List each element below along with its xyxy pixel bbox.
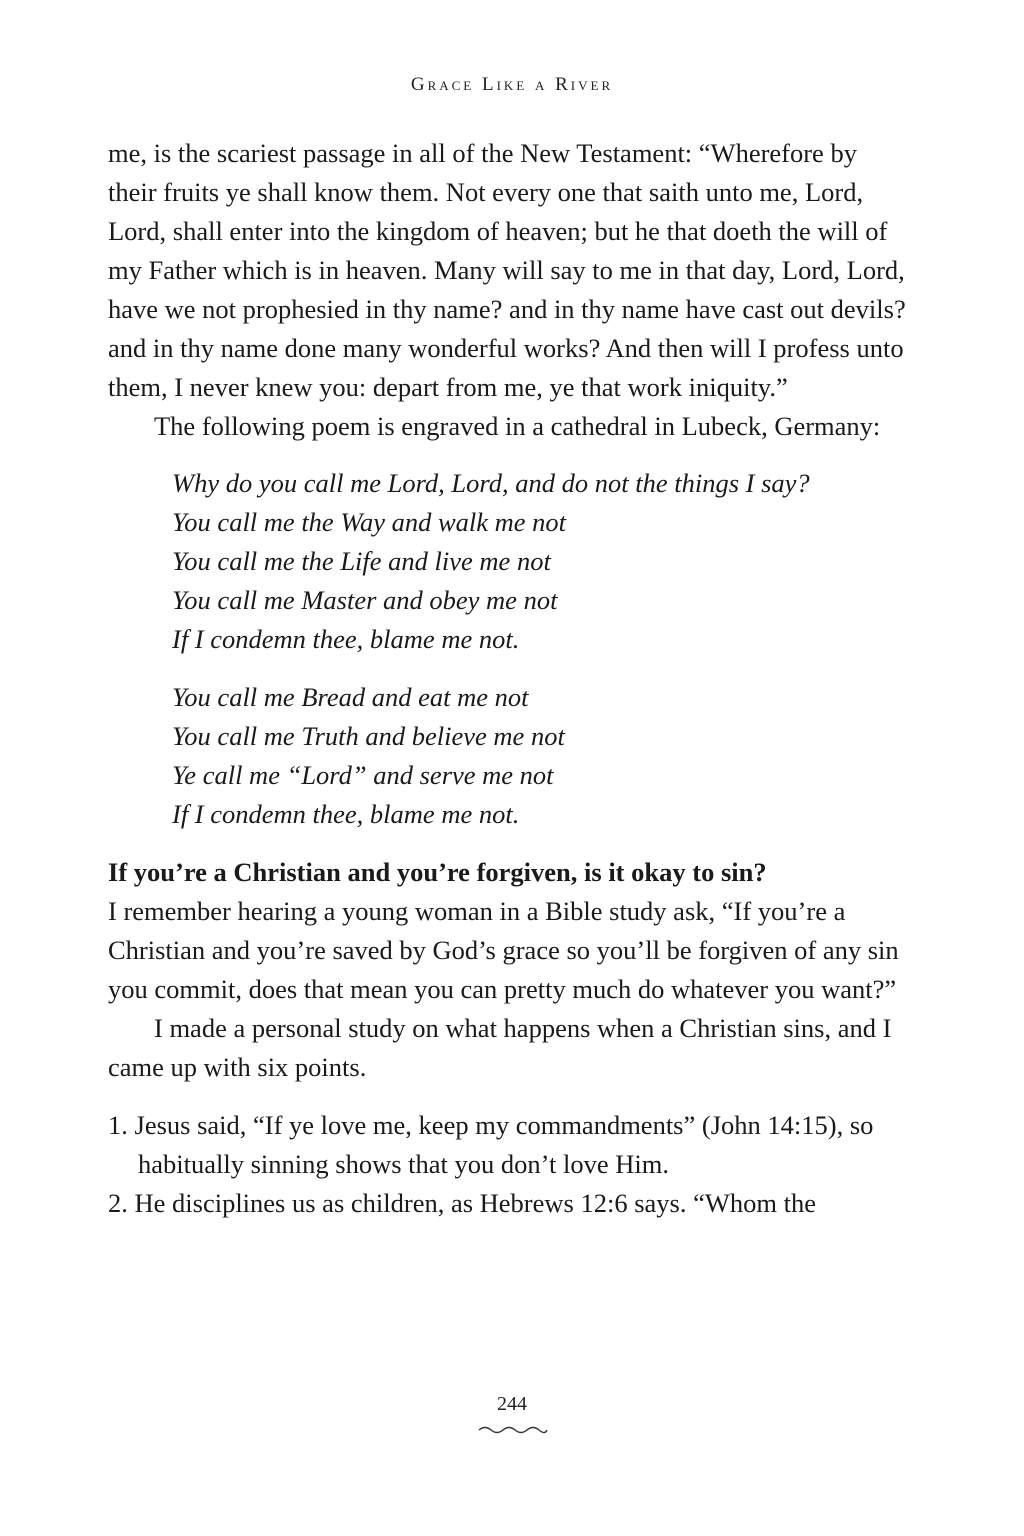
- wave-ornament-icon: [477, 1424, 549, 1436]
- poem-line: Ye call me “Lord” and serve me not: [172, 760, 554, 790]
- poem-line: You call me the Life and live me not: [172, 546, 551, 576]
- poem: [172, 464, 908, 834]
- list-item: 1. Jesus said, “If ye love me, keep my commandments” (John 14:15), so habitually sinning shows that you don’t love Him.: [108, 1110, 874, 1179]
- paragraph-personal-study: I made a personal study on what happens when a Christian sins, and I came up with six points.: [108, 1013, 892, 1082]
- poem-stanza-1: [172, 464, 908, 659]
- paragraph-scripture-quote: me, is the scariest passage in all of the New Testament: “Wherefore by their fruits ye shall know them. Not every one that saith unto me, Lord, Lord, shall enter into the kingdom of heaven; but he that doeth the will of my Father which is in heaven. Many will say to me in that day, Lord, Lord, have we not prophesied in thy name? and in thy name have cast out devils? and in thy name done many wonderful works? And then will I profess unto them, I never knew you: depart from me, ye that work iniquity.”: [108, 138, 906, 402]
- section-heading: If you’re a Christian and you’re forgiven, is it okay to sin?: [108, 857, 767, 887]
- poem-line: You call me the Way and walk me not: [172, 507, 567, 537]
- poem-line: You call me Bread and eat me not: [172, 682, 529, 712]
- running-head: Grace Like a River: [410, 74, 614, 95]
- poem-line: If I condemn thee, blame me not.: [172, 799, 520, 829]
- paragraph-poem-intro: The following poem is engraved in a cathedral in Lubeck, Germany:: [154, 411, 881, 441]
- poem-line: You call me Master and obey me not: [172, 585, 558, 615]
- poem-line: If I condemn thee, blame me not.: [172, 624, 520, 654]
- poem-stanza-2: [172, 678, 908, 834]
- page-number: 244: [497, 1393, 527, 1415]
- poem-line: Why do you call me Lord, Lord, and do not the things I say?: [172, 468, 810, 498]
- body-text: [108, 134, 908, 1223]
- points-list: [108, 1106, 908, 1223]
- paragraph-bible-study: I remember hearing a young woman in a Bible study ask, “If you’re a Christian and you’re saved by God’s grace so you’ll be forgiven of any sin you commit, does that mean you can pretty much do whatever you want?”: [108, 896, 899, 1004]
- poem-line: You call me Truth and believe me not: [172, 721, 565, 751]
- list-item: 2. He disciplines us as children, as Hebrews 12:6 says. “Whom the: [108, 1188, 816, 1218]
